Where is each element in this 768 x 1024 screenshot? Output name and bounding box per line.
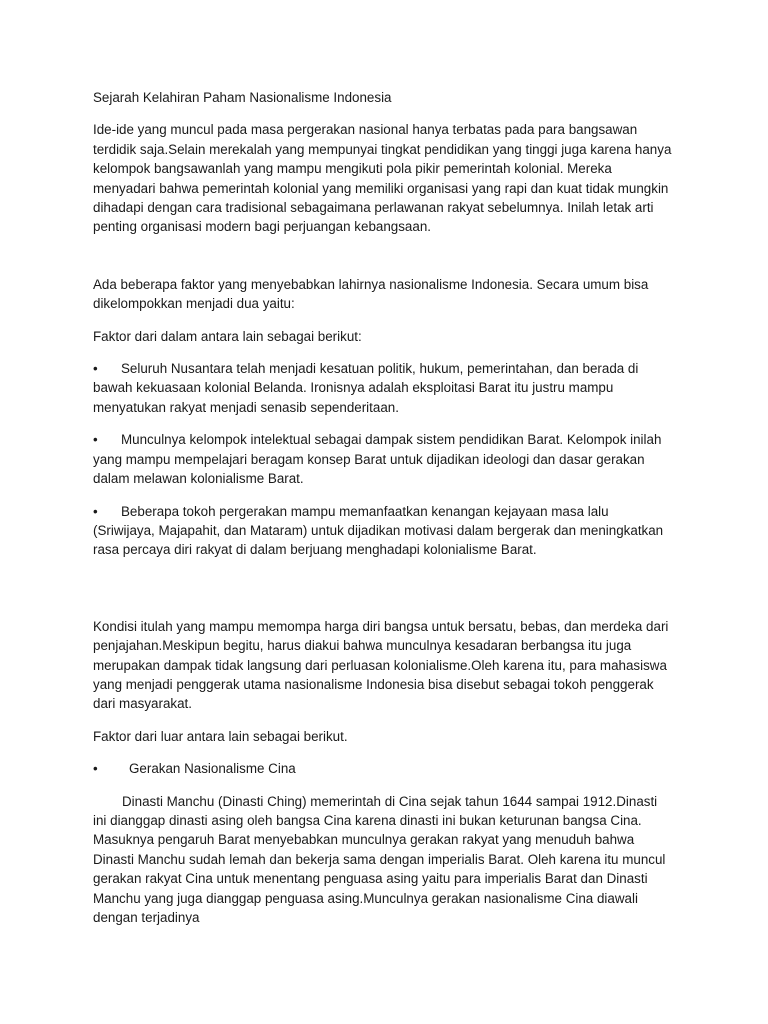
paragraph-conditions: Kondisi itulah yang mampu memompa harga diri bangsa untuk bersatu, bebas, dan merdeka dari penjajahan.Meskipun begitu, harus diakui bahwa munculnya kesadaran berbangsa itu juga merupakan dampak tidak langsung dari perluasan kolonialisme.Oleh karena itu, para mahasiswa yang menjadi penggerak utama nasionalisme Indonesia bisa disebut sebagai tokoh penggerak dari masyarakat. — [93, 618, 669, 712]
document-title: Sejarah Kelahiran Paham Nasionalisme Indonesia — [93, 90, 392, 105]
paragraph-factors: Ada beberapa faktor yang menyebabkan lahirnya nasionalisme Indonesia. Secara umum bisa dikelompokkan menjadi dua yaitu: — [93, 276, 649, 312]
list-item-text: Gerakan Nasionalisme Cina — [129, 761, 296, 777]
bullet-icon: • — [93, 432, 98, 448]
internal-factor-item-2 — [93, 430, 673, 488]
document-body — [93, 88, 673, 927]
bullet-icon: • — [93, 361, 98, 377]
bullet-icon: • — [93, 503, 98, 519]
list-item-text: Beberapa tokoh pergerakan mampu memanfaatkan kenangan kejayaan masa lalu (Sriwijaya, Majapahit, dan Mataram) untuk dijadikan motivasi dalam bergerak dan meningkatkan rasa percaya diri rakyat di dalam berjuang menghadapi kolonialisme Barat. — [93, 503, 664, 558]
list-item-text: Munculnya kelompok intelektual sebagai dampak sistem pendidikan Barat. Kelompok inilah yang mampu mempelajari beragam konsep Barat untuk dijadikan ideologi dan dasar gerakan dalam melawan kolonialisme Barat. — [93, 432, 662, 487]
external-factor-item-1 — [93, 759, 673, 778]
list-item-text: Seluruh Nusantara telah menjadi kesatuan politik, hukum, pemerintahan, dan berada di bawah kekuasaan kolonial Belanda. Ironisnya adalah eksploitasi Barat itu justru mampu menyatukan rakyat menjadi senasib sependeritaan. — [93, 361, 639, 415]
internal-factors-heading: Faktor dari dalam antara lain sebagai berikut: — [93, 328, 362, 344]
internal-factor-item-3 — [93, 502, 673, 560]
paragraph-manchu: Dinasti Manchu (Dinasti Ching) memerintah di Cina sejak tahun 1644 sampai 1912.Dinasti ini dianggap dinasti asing oleh bangsa Cina karena dinasti ini bukan keturunan bangsa Cina. Masuknya pengaruh Barat menyebabkan munculnya gerakan rakyat yang menuduh bahwa Dinasti Manchu sudah lemah dan bekerja sama dengan imperialis Barat. Oleh karena itu muncul gerakan rakyat Cina untuk menentang penguasa asing yaitu para imperialis Barat dan Dinasti Manchu yang juga dianggap penguasa asing.Munculnya gerakan nasionalisme Cina diawali dengan terjadinya — [93, 793, 666, 925]
external-factors-heading: Faktor dari luar antara lain sebagai berikut. — [93, 728, 348, 744]
internal-factor-item-1 — [93, 359, 673, 417]
paragraph-intro: Ide-ide yang muncul pada masa pergerakan nasional hanya terbatas pada para bangsawan terdidik saja.Selain merekalah yang mempunyai tingkat pendidikan yang tinggi juga karena hanya kelompok bangsawanlah yang mampu mengikuti pola pikir pemerintah kolonial. Mereka menyadari bahwa pemerintah kolonial yang memiliki organisasi yang rapi dan kuat tidak mungkin dihadapi dengan cara tradisional sebagaimana perlawanan rakyat sebelumnya. Inilah letak arti penting organisasi modern bagi perjuangan kebangsaan. — [93, 122, 672, 235]
bullet-icon: • — [93, 761, 98, 777]
